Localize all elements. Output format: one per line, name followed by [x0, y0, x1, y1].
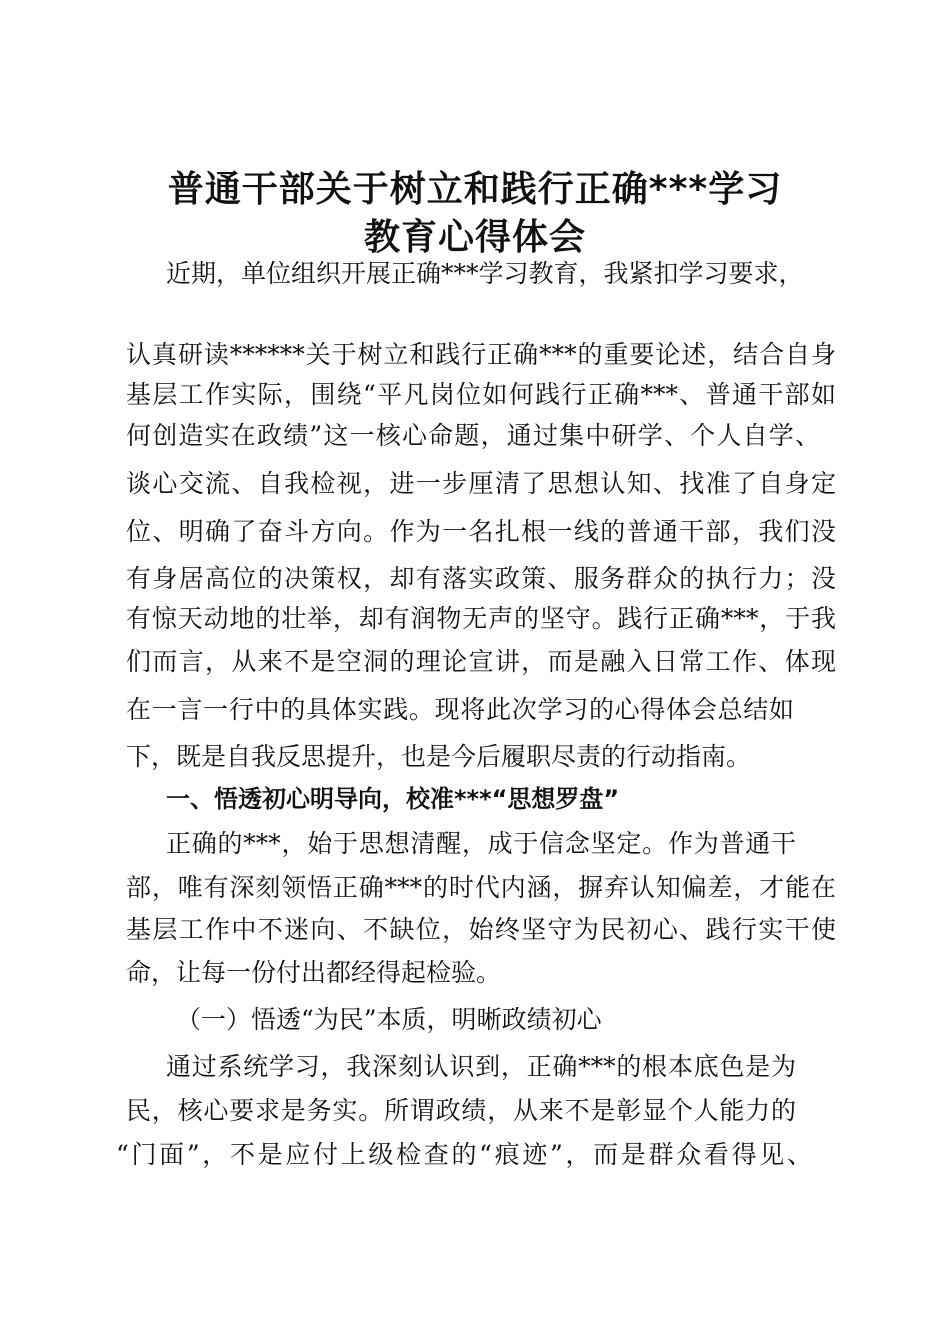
subsection-body-line: 通过系统学习，我深刻认识到，正确***的根本底色是为: [166, 1052, 796, 1081]
section-body-line: 正确的***，始于思想清醒，成于信念坚定。作为普通干: [166, 829, 796, 858]
section-heading: 一、悟透初心明导向，校准***“思想罗盘”: [166, 785, 620, 813]
intro-line: 下，既是自我反思提升，也是今后履职尽责的行动指南。: [126, 742, 752, 771]
document-title-line-1: 普通干部关于树立和践行正确***学习: [167, 169, 783, 210]
section-body-line: 基层工作中不迷向、不缺位，始终坚守为民初心、践行实干使: [126, 915, 836, 944]
section-body-line: 部，唯有深刻领悟正确***的时代内涵，摒弃认知偏差，才能在: [126, 873, 836, 902]
intro-line: 们而言，从来不是空洞的理论宣讲，而是融入日常工作、体现: [126, 647, 836, 676]
intro-line: 有惊天动地的壮举，却有润物无声的坚守。践行正确***，于我: [126, 604, 836, 633]
subsection-body-line: “门面”，不是应付上级检查的“痕迹”，而是群众看得见、: [116, 1140, 812, 1169]
intro-line: 近期，单位组织开展正确***学习教育，我紧扣学习要求，: [166, 259, 804, 288]
intro-line: 谈心交流、自我检视，进一步厘清了思想认知、找准了自身定: [126, 469, 836, 498]
intro-line: 位、明确了奋斗方向。作为一名扎根一线的普通干部，我们没: [126, 517, 836, 546]
subsection-heading: （一）悟透“为民”本质，明晰政绩初心: [176, 1005, 602, 1034]
intro-line: 何创造实在政绩”这一核心命题，通过集中研学、个人自学、: [126, 421, 820, 450]
document-title-line-2: 教育心得体会: [363, 217, 586, 258]
intro-line: 基层工作实际，围绕“平凡岗位如何践行正确***、普通干部如: [126, 380, 836, 409]
section-body-line: 命，让每一份付出都经得起检验。: [126, 958, 502, 987]
intro-line: 认真研读******关于树立和践行正确***的重要论述，结合自身: [126, 340, 836, 369]
intro-line: 有身居高位的决策权，却有落实政策、服务群众的执行力；没: [126, 564, 836, 593]
intro-line: 在一言一行中的具体实践。现将此次学习的心得体会总结如: [126, 695, 794, 724]
subsection-body-line: 民，核心要求是务实。所谓政绩，从来不是彰显个人能力的: [126, 1096, 796, 1125]
